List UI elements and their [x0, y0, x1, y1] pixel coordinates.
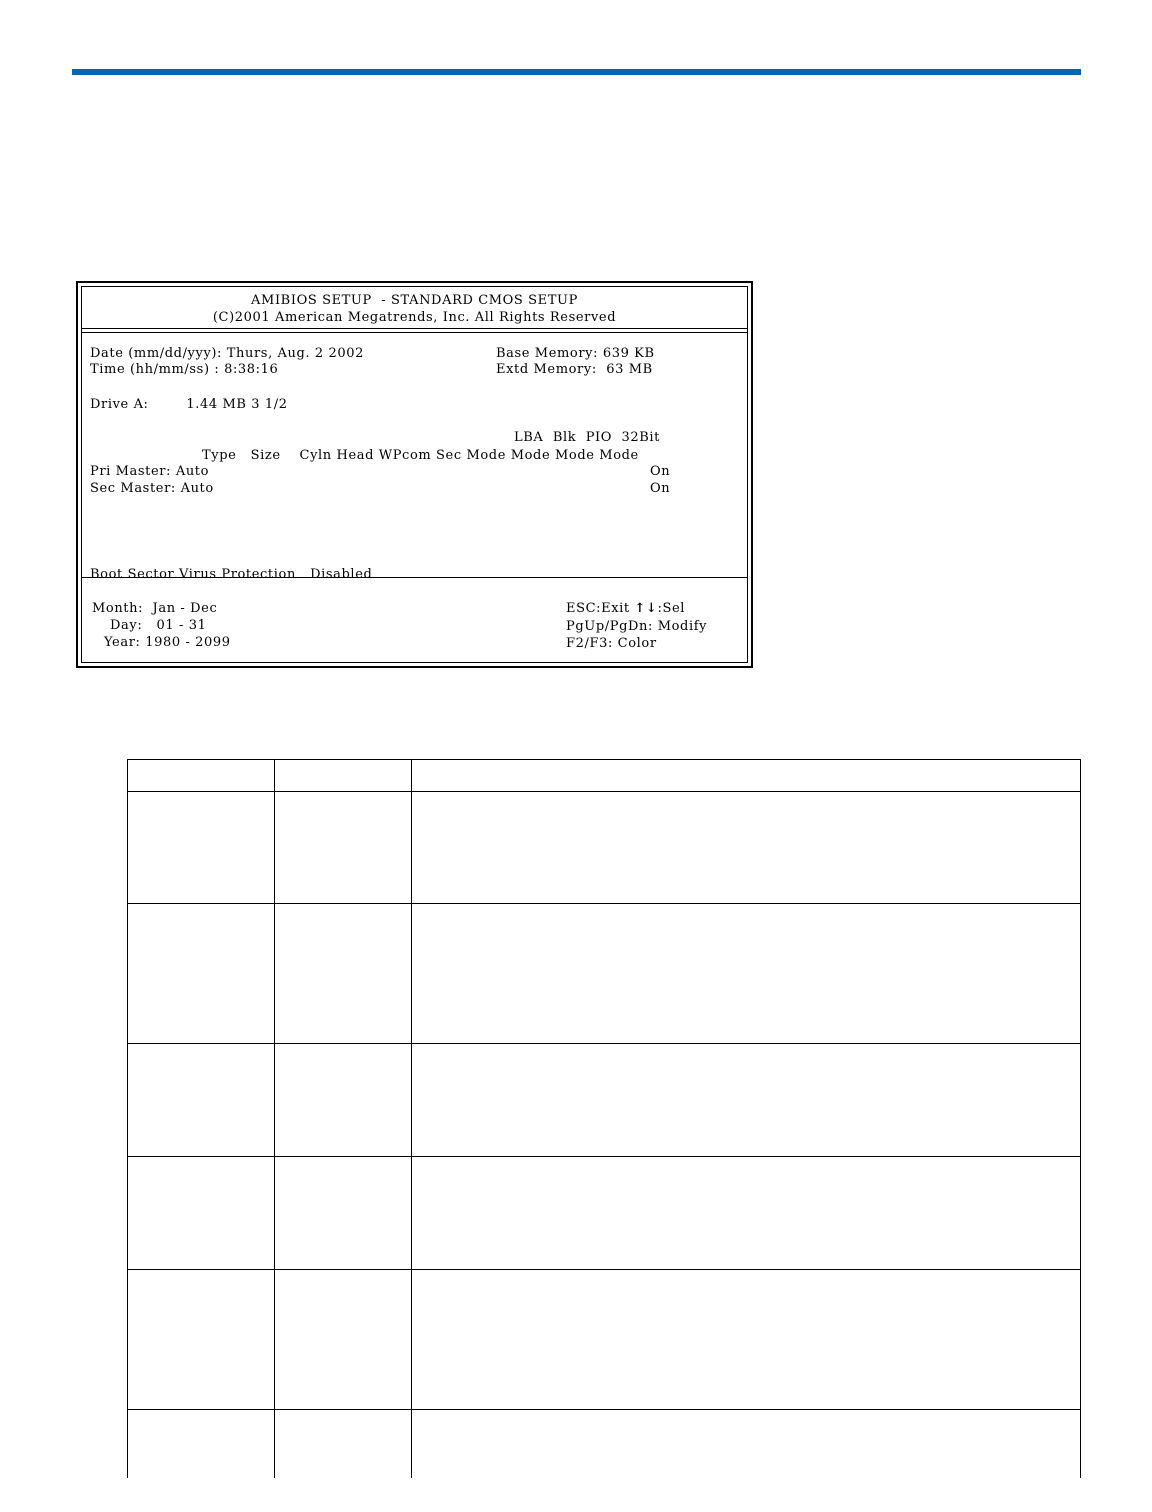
- table-cell: [412, 1270, 1081, 1410]
- bios-setup-screenshot: [76, 281, 753, 668]
- bios-time: Time (hh/mm/ss) : 8:38:16: [90, 362, 279, 377]
- table-cell: [128, 792, 275, 904]
- bios-date: Date (mm/dd/yyy): Thurs, Aug. 2 2002: [90, 346, 364, 361]
- bios-key-pgup: PgUp/PgDn: Modify: [566, 619, 708, 634]
- bios-table-header-1: LBA Blk PIO 32Bit: [514, 430, 660, 445]
- bios-extd-memory: Extd Memory: 63 MB: [496, 362, 653, 377]
- bios-table-header-2: Type Size Cyln Head WPcom Sec Mode Mode Mode Mode: [202, 448, 639, 463]
- bios-sec-master: Sec Master: Auto: [90, 481, 214, 496]
- table-cell: [412, 1410, 1081, 1479]
- parameter-table: [127, 759, 1081, 1478]
- table-row: [128, 1270, 1081, 1410]
- bios-key-sel-label: :Sel: [657, 601, 686, 616]
- bios-key-esc-label: ESC:Exit: [566, 601, 635, 616]
- bios-key-esc: [566, 601, 685, 617]
- table-cell: [128, 1044, 275, 1157]
- table-header-cell: [412, 760, 1081, 792]
- table-row: [128, 1410, 1081, 1479]
- table-cell: [128, 1157, 275, 1270]
- table-row: [128, 904, 1081, 1044]
- table-cell: [128, 1410, 275, 1479]
- table-cell: [275, 1044, 412, 1157]
- bios-boot-sector: Boot Sector Virus Protection Disabled: [90, 567, 373, 582]
- bios-copyright: (C)2001 American Megatrends, Inc. All Rights Reserved: [212, 310, 617, 325]
- table-cell: [275, 1157, 412, 1270]
- table-header-row: [128, 760, 1081, 792]
- table-cell: [412, 1044, 1081, 1157]
- bios-frame: [81, 286, 748, 663]
- table-body: [128, 792, 1081, 1479]
- bios-sec-master-32bit: On: [650, 481, 671, 496]
- bios-pri-master-32bit: On: [650, 464, 671, 479]
- table-row: [128, 1157, 1081, 1270]
- bios-base-memory: Base Memory: 639 KB: [496, 346, 655, 361]
- table-row: [128, 792, 1081, 904]
- bios-help-month: Month: Jan - Dec: [92, 601, 218, 616]
- bios-pri-master: Pri Master: Auto: [90, 464, 210, 479]
- table-cell: [128, 904, 275, 1044]
- table-cell: [275, 1410, 412, 1479]
- table-header-cell: [275, 760, 412, 792]
- bios-title: AMIBIOS SETUP - STANDARD CMOS SETUP: [251, 293, 578, 308]
- table-cell: [412, 1157, 1081, 1270]
- up-down-arrows-icon: ↑↓: [634, 601, 658, 616]
- table-cell: [275, 1270, 412, 1410]
- table-cell: [128, 1270, 275, 1410]
- header-rule: [72, 69, 1081, 75]
- table-cell: [412, 792, 1081, 904]
- bios-help-year: Year: 1980 - 2099: [104, 635, 231, 650]
- bios-drive-a: Drive A: 1.44 MB 3 1/2: [90, 397, 288, 412]
- table-header-cell: [128, 760, 275, 792]
- table-row: [128, 1044, 1081, 1157]
- table-cell: [412, 904, 1081, 1044]
- bios-divider-top: [82, 328, 747, 333]
- bios-divider-bottom: [82, 577, 747, 578]
- table-cell: [275, 904, 412, 1044]
- bios-help-day: Day: 01 - 31: [110, 618, 207, 633]
- table-cell: [275, 792, 412, 904]
- bios-key-f2: F2/F3: Color: [566, 636, 657, 651]
